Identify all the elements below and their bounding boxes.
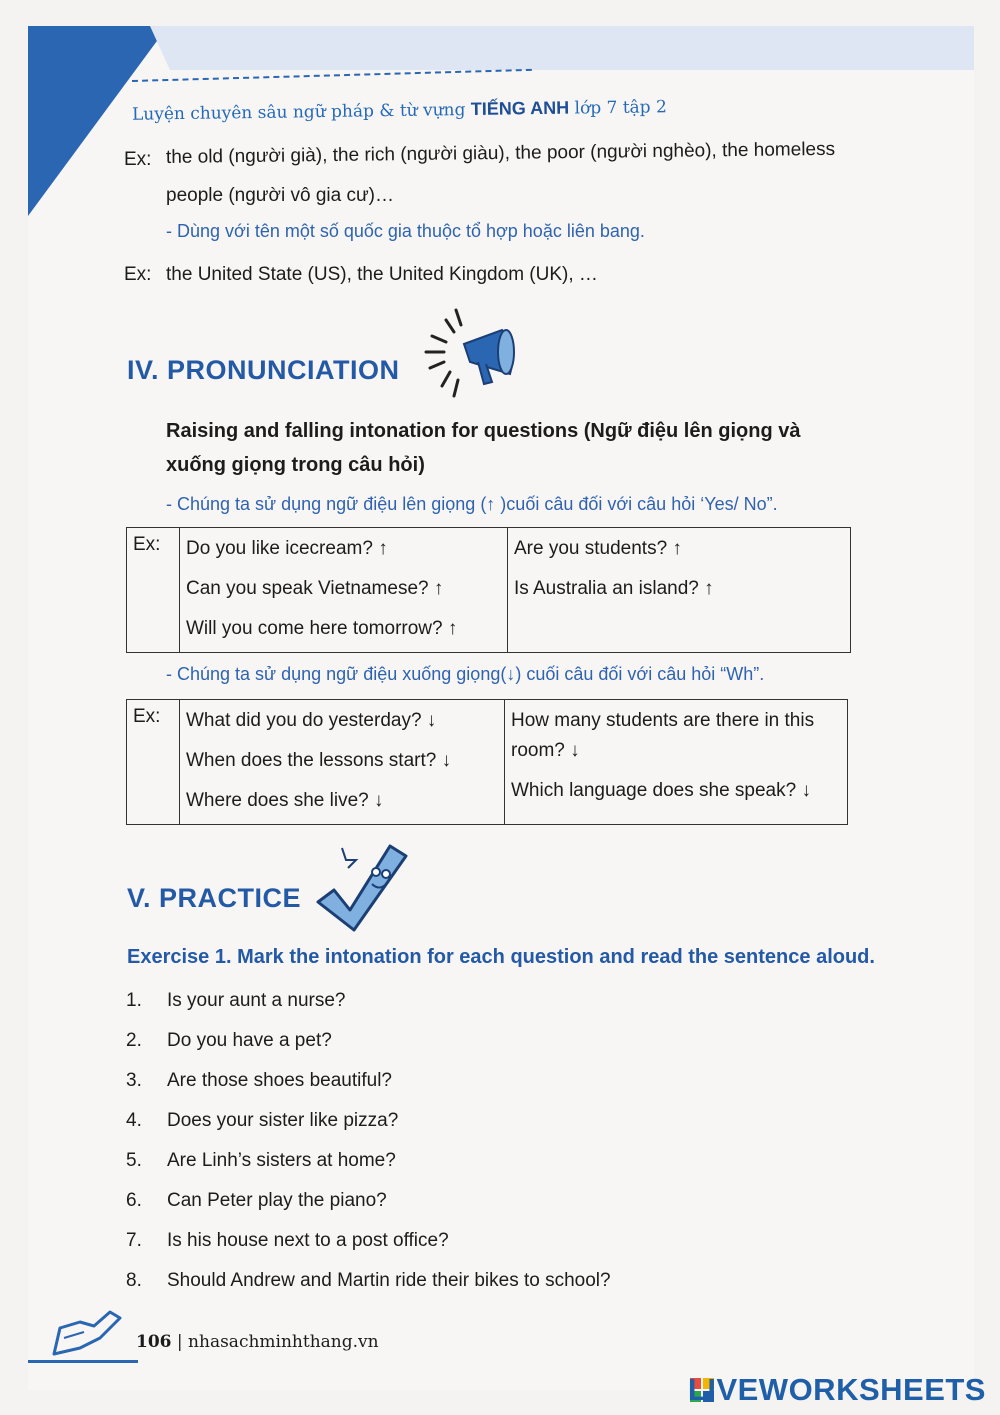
writing-hand-icon [50,1308,126,1360]
list-item [126,1070,392,1092]
question-number: 5. [126,1150,142,1171]
example-question: Will you come here tomorrow? ↑ [186,618,458,639]
question-text: Are those shoes beautiful? [167,1070,392,1091]
example-question: Where does she live? ↓ [186,790,384,811]
header-title-bold: TIẾNG ANH [470,97,570,120]
question-number: 2. [126,1030,142,1051]
example-question: Can you speak Vietnamese? ↑ [186,578,444,599]
ex-label: Ex: [124,264,152,285]
list-item [126,990,346,1012]
section-title-pronunciation: IV. PRONUNCIATION [127,355,400,385]
rising-intonation-note: - Chúng ta sử dụng ngữ điệu lên giọng (↑ )cuối câu đối với câu hỏi ‘Yes/ No”. [166,494,778,514]
footer-rule [28,1360,138,1363]
list-item [126,1150,396,1172]
footer-separator: | [176,1332,183,1352]
liveworksheets-watermark: LIVEWORKSHEETS [687,1372,986,1407]
table-cell-right [505,700,848,825]
question-text: Should Andrew and Martin ride their bikes to school? [167,1270,611,1291]
list-item [126,1230,449,1252]
table-ex-label: Ex: [127,700,180,825]
example-question: Are you students? ↑ [514,538,682,559]
header-title-tail: lớp 7 tập 2 [574,97,667,119]
example-question: Which language does she speak? ↓ [511,780,811,801]
table-cell-right [508,528,851,653]
list-item [126,1110,398,1132]
checkmark-mascot-icon [312,838,412,934]
top-band-decoration [150,26,974,70]
question-text: Is his house next to a post office? [167,1230,449,1251]
question-text: Does your sister like pizza? [167,1110,399,1131]
example-question: What did you do yesterday? ↓ [186,710,437,731]
subheading-line: Raising and falling intonation for questions (Ngữ điệu lên giọng và [166,420,801,442]
list-item [126,1190,387,1212]
table-cell-left [180,700,505,825]
page-footer [136,1332,379,1352]
list-item [126,1030,332,1052]
example-text: the old (người già), the rich (người giàu), the poor (người nghèo), the homeless [165,138,836,168]
table-ex-label: Ex: [127,528,180,653]
publisher-website: nhasachminhthang.vn [188,1332,379,1352]
falling-intonation-note: - Chúng ta sử dụng ngữ điệu xuống giọng(↓) cuối câu đối với câu hỏi “Wh”. [166,664,765,684]
question-number: 8. [126,1270,142,1291]
ex-label: Ex: [124,149,152,170]
example-question: Do you like icecream? ↑ [186,538,388,559]
example-question: Is Australia an island? ↑ [514,578,714,599]
list-item [126,1270,611,1292]
question-number: 4. [126,1110,142,1131]
question-text: Can Peter play the piano? [167,1190,387,1211]
example-question: room? ↓ [511,740,580,761]
exercise-title: Exercise 1. Mark the intonation for each question and read the sentence aloud. [127,946,875,968]
example-question: When does the lessons start? ↓ [186,750,452,771]
usage-note: - Dùng với tên một số quốc gia thuộc tổ hợp hoặc liên bang. [166,221,645,241]
question-text: Are Linh’s sisters at home? [167,1150,396,1171]
question-number: 7. [126,1230,142,1251]
question-number: 6. [126,1190,142,1211]
section-title-practice: V. PRACTICE [127,883,302,913]
rising-examples-table [126,527,851,653]
header-title-script: Luyện chuyên sâu ngữ pháp & từ vựng [131,100,466,125]
falling-examples-table [126,699,848,825]
question-number: 1. [126,990,142,1011]
example-text: the United State (US), the United Kingdom (UK), … [166,264,598,285]
question-text: Do you have a pet? [167,1030,332,1051]
table-cell-left [180,528,508,653]
subheading-line: xuống giọng trong câu hỏi) [166,454,425,476]
pronunciation-subheading [166,414,800,482]
example-text: people (người vô gia cư)… [166,185,394,206]
megaphone-icon [418,300,526,404]
example-question: How many students are there in this [511,710,815,731]
question-text: Is your aunt a nurse? [167,990,346,1011]
page-number: 106 [136,1332,172,1352]
question-number: 3. [126,1070,142,1091]
